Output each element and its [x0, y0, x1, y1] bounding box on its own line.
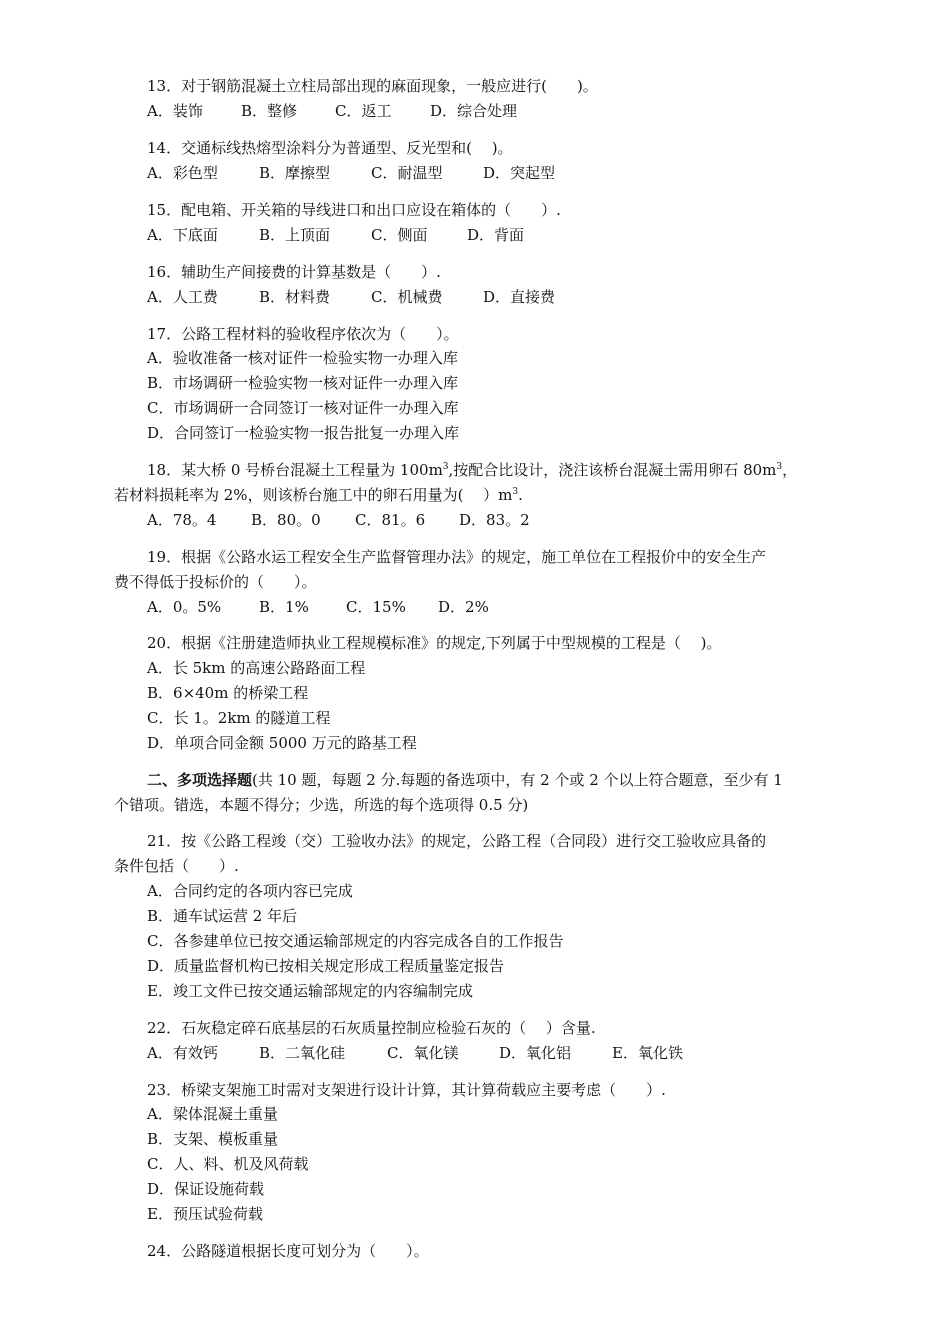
option: C．机械费 [371, 288, 443, 306]
option: A．装饰 [147, 102, 203, 120]
option: B．整修 [241, 102, 298, 120]
q20-stem: 20．根据《注册建造师执业工程规模标准》的规定,下列属于中型规模的工程是（ )。 [147, 634, 722, 652]
q21-option-e: E．竣工文件已按交通运输部规定的内容编制完成 [147, 982, 473, 1000]
q19-stem-line1: 19．根据《公路水运工程安全生产监督管理办法》的规定，施工单位在工程报价中的安全生产 [147, 548, 767, 566]
option: B．上顶面 [259, 226, 331, 244]
q21-option-c: C．各参建单位已按交通运输部规定的内容完成各自的工作报告 [147, 932, 564, 950]
q17-option-d: D．合同签订一检验实物一报告批复一办理入库 [147, 424, 460, 442]
section-description: 个错项。错选，本题不得分；少选，所选的每个选项得 0.5 分) [114, 796, 529, 814]
q22-options [147, 1043, 683, 1063]
q21-stem-line1: 21．按《公路工程竣（交）工验收办法》的规定，公路工程（合同段）进行交工验收应具备的 [147, 832, 767, 850]
q17-stem: 17．公路工程材料的验收程序依次为（ ）。 [147, 325, 459, 343]
q17-option-a: A．验收准备一核对证件一检验实物一办理入库 [147, 349, 458, 367]
q17-option-c: C．市场调研一合同签订一核对证件一办理入库 [147, 399, 459, 417]
option: D．背面 [467, 226, 525, 244]
option: A．彩色型 [147, 164, 218, 182]
q23-stem: 23．桥梁支架施工时需对支架进行设计计算，其计算荷载应主要考虑（ ）. [147, 1081, 666, 1099]
q19-stem-line2: 费不得低于投标价的（ ）。 [114, 573, 317, 591]
q20-option-c: C．长 1。2km 的隧道工程 [147, 709, 331, 727]
option: B．1% [259, 598, 309, 616]
q23-option-c: C．人、料、机及风荷载 [147, 1155, 309, 1173]
option: C．氧化镁 [387, 1044, 459, 1062]
q20-option-b: B．6×40m 的桥梁工程 [147, 684, 309, 702]
q13-stem: 13．对于钢筋混凝土立柱局部出现的麻面现象，一般应进行( )。 [147, 77, 598, 95]
q22-stem: 22．石灰稳定碎石底基层的石灰质量控制应检验石灰的（ ）含量. [147, 1019, 596, 1037]
option: C．耐温型 [371, 164, 443, 182]
q16-stem: 16．辅助生产间接费的计算基数是（ ）. [147, 263, 441, 281]
option: C．15% [346, 598, 406, 616]
q21-option-a: A．合同约定的各项内容已完成 [147, 882, 353, 900]
option: B．80。0 [251, 511, 321, 529]
option: B．摩擦型 [259, 164, 331, 182]
option: C．侧面 [371, 226, 428, 244]
q23-option-e: E．预压试验荷载 [147, 1205, 263, 1223]
q18-stem-line2: 若材料损耗率为 2%，则该桥台施工中的卵石用量为( ）$m^3$. [114, 486, 523, 504]
q20-option-d: D．单项合同金额 5000 万元的路基工程 [147, 734, 417, 752]
q21-option-b: B．通车试运营 2 年后 [147, 907, 298, 925]
q24-stem: 24．公路隧道根据长度可划分为（ ）。 [147, 1242, 429, 1260]
q14-stem: 14．交通标线热熔型涂料分为普通型、反光型和( )。 [147, 139, 513, 157]
option: A．有效钙 [147, 1044, 218, 1062]
q18-options [147, 510, 530, 530]
q18-stem-line1: 18．某大桥 0 号桥台混凝土工程量为 $100m^3$,按配合比设计，浇注该桥台混凝土需用卵石 $80m^3$， [147, 461, 798, 479]
q20-option-a: A．长 5km 的高速公路路面工程 [147, 659, 366, 677]
option: A．人工费 [147, 288, 218, 306]
option: D．2% [438, 598, 489, 616]
q17-option-b: B．市场调研一检验实物一核对证件一办理入库 [147, 374, 459, 392]
q19-options [147, 597, 489, 617]
option: B．材料费 [259, 288, 331, 306]
q15-options [147, 225, 524, 245]
option: A．0。5% [147, 598, 222, 616]
option: E．氧化铁 [612, 1044, 683, 1062]
q14-options [147, 163, 555, 183]
option: D．突起型 [483, 164, 556, 182]
option: B．二氧化硅 [259, 1044, 346, 1062]
q21-option-d: D．质量监督机构已按相关规定形成工程质量鉴定报告 [147, 957, 505, 975]
q21-stem-line2: 条件包括（ ）. [114, 857, 239, 875]
section-heading: 二、多项选择题(共 10 题，每题 2 分.每题的备选项中，有 2 个或 2 个以上符合题意，至少有 1 [147, 771, 783, 789]
option: A．78。4 [147, 511, 217, 529]
option: D．直接费 [483, 288, 556, 306]
option: D．83。2 [459, 511, 530, 529]
q15-stem: 15．配电箱、开关箱的导线进口和出口应设在箱体的（ ）. [147, 201, 561, 219]
q23-option-b: B．支架、模板重量 [147, 1130, 279, 1148]
option: C．81。6 [355, 511, 426, 529]
q23-option-d: D．保证设施荷载 [147, 1180, 265, 1198]
q13-options [147, 101, 517, 121]
option: A．下底面 [147, 226, 218, 244]
option: D．综合处理 [430, 102, 518, 120]
q23-option-a: A．梁体混凝土重量 [147, 1105, 278, 1123]
option: D．氧化铝 [499, 1044, 572, 1062]
q16-options [147, 287, 555, 307]
option: C．返工 [335, 102, 392, 120]
